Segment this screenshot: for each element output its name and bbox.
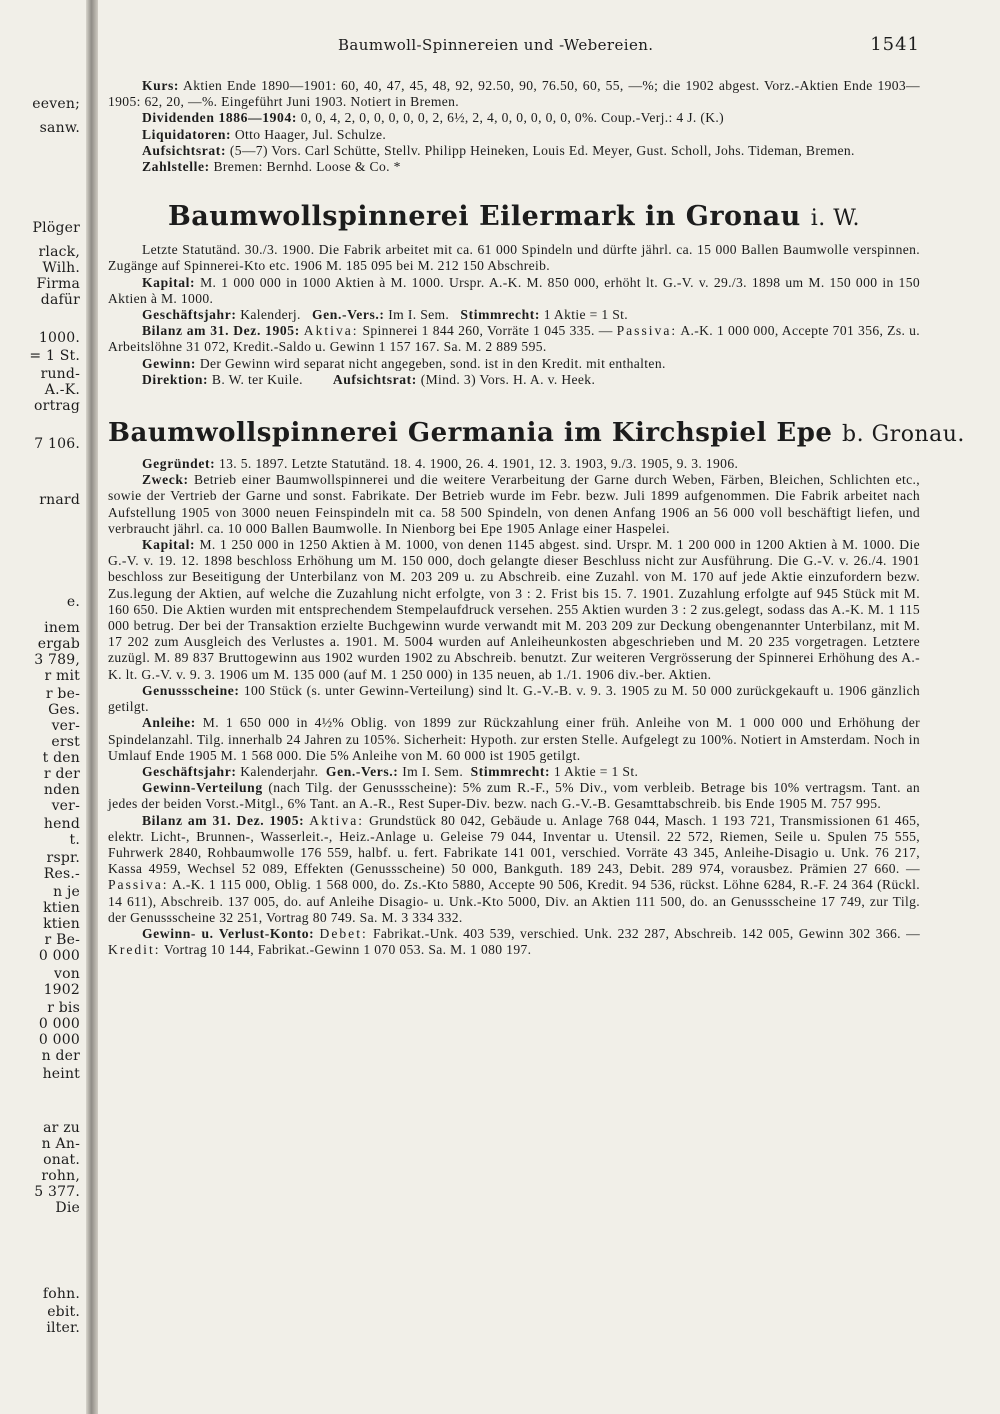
left-margin-previous-page [0,0,82,1414]
margin-fragment: rnard [39,492,80,508]
margin-fragment: von [54,966,80,982]
eilermark-kapital-text: M. 1 000 000 in 1000 Aktien à M. 1000. Urspr. A.-K. M. 850 000, erhöht lt. G.-V. v. 29./3. 1898 um M. 150 000 in 150 Aktien à M. 1000. [108,274,920,306]
book-gutter-fold [86,0,98,1414]
margin-fragment: r mit [44,668,80,684]
eilermark-direktion-label: Direktion: [142,371,209,387]
margin-fragment: t den [42,750,80,766]
eilermark-aufsichtsrat-label: Aufsichtsrat: [332,371,417,387]
margin-fragment: dafür [40,292,80,308]
margin-fragment: rlack, [38,244,80,260]
margin-fragment: 0 000 [38,1032,80,1048]
eilermark-aktiva-text: Spinnerei 1 844 260, Vorräte 1 045 335. — [362,323,613,339]
margin-fragment: t. [69,832,80,848]
germania-kapital-label: Kapital: [142,537,196,553]
germania-aktiva-word: Aktiva: [309,812,365,828]
margin-fragment: r be- [45,686,80,702]
eilermark-genvers-label: Gen.-Vers.: [311,307,385,323]
margin-fragment: ilter. [46,1320,80,1336]
eilermark-geschaeftsjahr-text: Kalenderj. [240,307,301,323]
germania-gegruendet-text: 13. 5. 1897. Letzte Statutänd. 18. 4. 1900, 26. 4. 1901, 12. 3. 1903, 9./3. 1905, 9. 3. 1906. [218,456,739,472]
eilermark-title-suffix: i. W. [810,206,861,232]
germania-kredit-text: Vortrag 10 144, Fabrikat.-Gewinn 1 070 053. Sa. M. 1 080 197. [164,942,532,958]
eilermark-passiva-text: A.-K. 1 000 000, Accepte 701 356, Zs. u. Arbeitslöhne 31 072, Kredit.-Saldo u. Gewinn 1 157 167. Sa. M. 2 889 595. [108,323,921,355]
germania-genvers-text: Im I. Sem. [402,763,464,779]
margin-fragment: ortrag [34,398,80,414]
margin-fragment: r bis [47,1000,80,1016]
germania-bilanz-label: Bilanz am 31. Dez. 1905: [142,812,305,828]
germania-geschaeftsjahr-label: Geschäftsjahr: [142,763,237,779]
kurs-label: Kurs: [142,78,179,93]
margin-fragment: ktien [43,900,80,916]
germania-zweck-text: Betrieb einer Baumwollspinnerei und die weitere Verarbeitung der Garne durch Weben, Färben, Bleichen, Schlichten etc., sowie der Vertrieb der Garne und sonst. Fabrikate. Der Betrieb wurde im Febr. bezw. Juli 1899 aufgenommen. Die Fabrik arbeitet nach Aufstellung 1905 von 3000 neuen Feinspindeln mit ca. 58 500 Spindeln, von denen Anfang 1906 an 56 000 voll beschäftigt liefen, und verbraucht jährl. ca. 10 000 Ballen Baumwolle. In Nienborg bei Epe 1905 Anlage einer Haspelei. [108,472,920,536]
aufsichtsrat-text: (5—7) Vors. Carl Schütte, Stellv. Philipp Heineken, Louis Ed. Meyer, Gust. Scholl, Johs. Tideman, Bremen. [229,142,855,158]
margin-fragment: hend [43,816,80,832]
margin-fragment: 1000. [38,330,80,346]
margin-fragment: rohn, [41,1168,80,1184]
eilermark-aufsichtsrat-text: (Mind. 3) Vors. H. A. v. Heek. [420,371,596,387]
dividenden-label: Dividenden 1886—1904: [142,110,297,126]
margin-fragment: n je [53,884,80,900]
aufsichtsrat-label: Aufsichtsrat: [142,142,227,158]
running-title: Baumwoll-Spinnereien und -Webereien. [338,36,654,54]
margin-fragment: 5 377. [34,1184,80,1200]
germania-zweck-label: Zweck: [142,472,189,488]
margin-fragment: Ges. [48,702,80,718]
margin-fragment: inem [44,620,80,636]
germania-title-suffix: b. Gronau. [842,422,965,448]
margin-fragment: 1902 [43,982,80,998]
germania-stimmrecht-text: 1 Aktie = 1 St. [553,763,639,779]
germania-gewinnverteilung-text: (nach Tilg. der Genussscheine): 5% zum R.-F., 5% Div., vom verbleib. Betrage bis 10% vertragsm. Tant. an jedes der beiden Vorst.-Mitgl., 6% Tant. an A.-R., Rest Super-Div. bezw. nach G.-V.-B. Gesamttabschreib. bis Ende 1905 M. 757 995. [108,780,920,812]
germania-stimmrecht-label: Stimmrecht: [470,763,551,779]
eilermark-title [108,201,920,232]
germania-kapital-text: M. 1 250 000 in 1250 Aktien à M. 1000, von denen 1145 abgest. sind. Urspr. M. 1 200 000 in 1200 Aktien à M. 1000. Die G.-V. v. 19. 12. 1898 beschloss Erhöhung um M. 150 000, doch gelangte dieser Beschluss nicht zur Ausführung. Die G.-V. v. 26./4. 1901 beschloss zur Beseitigung der Unterbilanz von M. 203 209 u. zu Abschreib. eine Zuzahl. von M. 170 auf jede Aktie einzufordern bezw. Zus.legung der Aktien, auf welche die Zuzahlung nicht erfolgte, von 3 : 2. Frist bis 15. 7. 1901. Zuzahlung erfolgte auf 945 Stück mit M. 160 650. Die Aktien wurden mit entsprechendem Stempelaufdruck versehen. 255 Aktien wurden 3 : 2 zus.gelegt, sodass das A.-K. M. 1 115 000 betrug. Der bei der Transaktion erzielte Buchgewinn wurde verwandt mit M. 203 209 zur Deckung obengenannter Unterbilanz, mit M. 17 202 zum Ausgleich des Verlustes a. 1901. M. 5004 wurden auf Anleiheunkosten abgeschrieben und M. 20 235 vorgetragen. Letztere zuzügl. M. 89 837 Bruttogewinn aus 1902 wurden 1902 zu Abschreib. benutzt. Zur weiteren Vergrösserung der Spinnerei Erhöhung des A.-K. lt. G.-V. v. 9. 3. 1906 um M. 135 000 (auf M. 1 250 000) in 135 neuen, ab 1./1. 1906 div.-ber. Aktien. [108,537,920,682]
germania-aktiva-text: Grundstück 80 042, Gebäude u. Anlage 768 044, Masch. 1 193 721, Transmissionen 61 465, elektr. Licht-, Brunnen-, Wasserleit.-, Heiz.-Anlage u. Geleise 79 044, Inventar u. Utensil. 22 572, Riemen, Seile u. Spulen 75 555, Fuhrwerk 2840, Rohbaumwolle 176 559, halbf. u. fert. Fabrikate 141 001, verschied. Vorräte 43 345, Anleihe-Disagio u. Unk. 76 217, Kassa 4959, Wechsel 52 089, Effekten (Genussscheine) 50 000, Bankguth. 189 243, Debit. 289 974, vorausbez. Prämien 27 660. — [108,812,920,877]
eilermark-stimmrecht-text: 1 Aktie = 1 St. [543,307,629,323]
margin-fragment: rund- [40,366,80,382]
margin-fragment: 7 106. [34,436,80,452]
germania-entry [108,456,920,958]
eilermark-direktion-text: B. W. ter Kuile. [211,371,303,387]
margin-fragment: Plöger [32,220,80,236]
page-number: 1541 [870,34,920,55]
margin-fragment: erst [51,734,80,750]
eilermark-gewinn-text: Der Gewinn wird separat nicht angegeben, sond. ist in den Kredit. mit enthalten. [199,355,666,371]
margin-fragment: ar zu [43,1120,80,1136]
running-head [108,28,920,58]
margin-fragment: fohn. [42,1286,80,1302]
eilermark-bilanz-label: Bilanz am 31. Dez. 1905: [142,323,300,339]
germania-gewinnverteilung-label: Gewinn-Verteilung [142,780,263,796]
margin-fragment: eeven; [32,96,80,112]
margin-fragment: onat. [43,1152,80,1168]
germania-debet-word: Debet: [319,925,368,941]
germania-geschaeftsjahr-text: Kalenderjahr. [240,763,319,779]
eilermark-passiva-word: Passiva: [616,323,678,339]
margin-fragment: r Be- [44,932,80,948]
margin-fragment: Firma [36,276,80,292]
eilermark-stimmrecht-label: Stimmrecht: [460,307,541,323]
margin-fragment: r der [43,766,80,782]
eilermark-geschaeftsjahr-label: Geschäftsjahr: [142,307,237,323]
margin-fragment: heint [42,1066,80,1082]
germania-genvers-label: Gen.-Vers.: [325,763,399,779]
margin-fragment: sanw. [39,120,80,136]
eilermark-genvers-text: Im I. Sem. [388,307,450,323]
germania-title-main: Baumwollspinnerei Germania im Kirchspiel Epe [108,418,833,449]
germania-gegruendet-label: Gegründet: [142,456,216,472]
margin-fragment: ebit. [47,1304,80,1320]
margin-fragment: 0 000 [38,948,80,964]
eilermark-entry [108,242,920,388]
germania-passiva-text: A.-K. 1 115 000, Oblig. 1 568 000, do. Zs.-Kto 5880, Accepte 90 506, Kredit. 94 536, rückst. Löhne 6284, R.-F. 24 364 (Rückl. 14 611), Abschreib. 137 005, do. auf Anleihe Disagio- u. Unk.-Kto 5000, Div. an Aktien 111 500, do. an Genussscheine 17 749, zur Tilg. der Genussscheine 32 251, Vortrag 80 749. Sa. M. 3 334 332. [108,877,920,925]
germania-guv-label: Gewinn- u. Verlust-Konto: [142,925,315,941]
germania-debet-text: Fabrikat.-Unk. 403 539, verschied. Unk. 232 287, Abschreib. 142 005, Gewinn 302 366. — [372,925,921,941]
margin-fragment: 3 789, [34,652,80,668]
dividenden-text: 0, 0, 4, 2, 0, 0, 0, 0, 0, 2, 6½, 2, 4, 0, 0, 0, 0, 0, 0%. Coup.-Verj.: 4 J. (K.) [300,110,725,126]
margin-fragment: 0 000 [38,1016,80,1032]
previous-entry [108,78,920,175]
margin-fragment: rspr. [46,850,80,866]
margin-fragment: Die [55,1200,80,1216]
germania-anleihe-text: M. 1 650 000 in 4½% Oblig. von 1899 zur Rückzahlung einer früh. Anleihe von M. 1 000 000 und Erhöhung der Spindelanzahl. Tilg. innerhalb 24 Jahren zu 105%. Sicherheit: Hypoth. zur ersten Stelle. Aufgelegt zu 100%. Notiert in Amsterdam. Noch in Umlauf Ende 1905 M. 1 568 000. Die 5% Anleihe von M. 60 000 ist 1905 getilgt. [108,715,921,763]
liquidatoren-text: Otto Haager, Jul. Schulze. [234,126,387,142]
germania-passiva-word: Passiva: [108,877,169,893]
margin-fragment: Res.- [43,866,80,882]
margin-fragment: e. [66,594,80,610]
eilermark-title-main: Baumwollspinnerei Eilermark in Gronau [167,201,801,233]
document-page [108,28,965,958]
zahlstelle-label: Zahlstelle: [142,159,210,175]
germania-title [108,418,965,449]
margin-fragment: n An- [41,1136,80,1152]
margin-fragment: n der [41,1048,80,1064]
margin-fragment: Wilh. [42,260,80,276]
margin-fragment: ver- [51,798,80,814]
zahlstelle-text: Bremen: Bernhd. Loose & Co. * [213,159,401,175]
margin-fragment: ver- [51,718,80,734]
germania-kredit-word: Kredit: [108,942,161,958]
margin-fragment: ktien [43,916,80,932]
eilermark-kapital-label: Kapital: [142,274,196,290]
germania-genussscheine-label: Genussscheine: [142,682,240,698]
margin-fragment: nden [43,782,80,798]
eilermark-gewinn-label: Gewinn: [142,355,197,371]
margin-fragment: = 1 St. [29,348,80,364]
germania-anleihe-label: Anleihe: [142,715,196,731]
kurs-text: Aktien Ende 1890—1901: 60, 40, 47, 45, 48, 92, 92.50, 90, 76.50, 60, 55, —%; die 1902 abgest. Vorz.-Aktien Ende 1903—1905: 62, 20, —%. Eingeführt Juni 1903. Notiert in Bremen. [108,78,921,110]
eilermark-aktiva-word: Aktiva: [303,323,359,339]
liquidatoren-label: Liquidatoren: [142,126,232,142]
margin-fragment: A.-K. [44,382,80,398]
eilermark-intro: Letzte Statutänd. 30./3. 1900. Die Fabrik arbeitet mit ca. 61 000 Spindeln und dürfte jährl. ca. 15 000 Ballen Baumwolle verspinnen. Zugänge auf Spinnerei-Kto etc. 1906 M. 185 095 bei M. 212 150 Abschreib. [108,242,920,274]
germania-genussscheine-text: 100 Stück (s. unter Gewinn-Verteilung) sind lt. G.-V.-B. v. 9. 3. 1905 zu M. 50 000 zurückgekauft u. 1906 gänzlich getilgt. [108,682,920,715]
margin-fragment: ergab [37,636,80,652]
